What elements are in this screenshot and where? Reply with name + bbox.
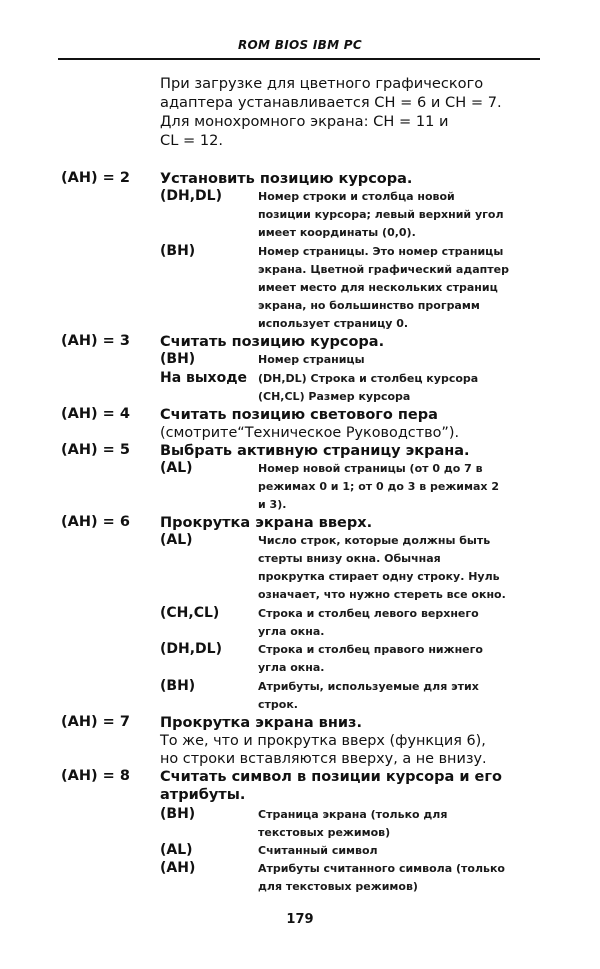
text-line: атрибуты. (160, 787, 246, 803)
text-line: Номер строки и столбца новой (258, 190, 455, 203)
function-code: (AH) = 7 (61, 714, 130, 730)
text-line: Номер страницы (258, 353, 365, 366)
text-line: экрана, но большинство программ (258, 299, 480, 312)
text-line: адаптера устанавливается CH = 6 и CH = 7. (160, 94, 502, 111)
register-description (258, 678, 479, 714)
function-title: Выбрать активную страницу экрана. (160, 443, 470, 459)
function-code: (AH) = 5 (61, 442, 130, 458)
function-code: (AH) = 8 (61, 768, 130, 784)
text-line: При загрузке для цветного графического (160, 75, 484, 92)
text-line: стерты внизу окна. Обычная (258, 552, 441, 565)
register-label: (DH,DL) (160, 641, 222, 657)
function-title: Считать позицию курсора. (160, 334, 385, 350)
text-line: текстовых режимов) (258, 826, 391, 839)
function-code: (AH) = 6 (61, 514, 130, 530)
page-number: 179 (286, 912, 314, 927)
register-label: (CH,CL) (160, 605, 220, 621)
function-title: Прокрутка экрана вниз. (160, 715, 362, 731)
text-line: (CH,CL) Размер курсора (258, 390, 411, 403)
text-line: позиции курсора; левый верхний угол (258, 208, 504, 221)
function-code: (AH) = 4 (61, 406, 130, 422)
register-description (258, 188, 504, 242)
output-label: На выходе (160, 370, 248, 386)
text-line: имеет координаты (0,0). (258, 226, 416, 239)
text-line: строк. (258, 698, 298, 711)
register-label: (AH) (160, 860, 196, 876)
text-line: прокрутка стирает одну строку. Нуль (258, 570, 500, 583)
text-line: Считать символ в позиции курсора и его (160, 769, 502, 785)
text-line: угла окна. (258, 625, 325, 638)
register-description (258, 806, 447, 842)
text-line: и 3). (258, 498, 287, 511)
register-description (258, 532, 506, 604)
text-line: Номер новой страницы (от 0 до 7 в (258, 462, 483, 475)
register-label: (AL) (160, 532, 193, 548)
text-line: Номер страницы. Это номер страницы (258, 245, 504, 258)
text-line: Считанный символ (258, 844, 378, 857)
text-line: Атрибуты считанного символа (только (258, 862, 505, 875)
function-note: (смотрите“Техническое Руководство”). (160, 425, 460, 441)
register-label: (DH,DL) (160, 188, 222, 204)
text-line: То же, что и прокрутка вверх (функция 6), (160, 733, 486, 749)
register-description (258, 460, 499, 514)
text-line: режимах 0 и 1; от 0 до 3 в режимах 2 (258, 480, 500, 493)
text-line: Страница экрана (только для (258, 808, 448, 821)
function-code: (AH) = 3 (61, 333, 130, 349)
text-line: означает, что нужно стереть все окно. (258, 588, 506, 601)
text-line: использует страницу 0. (258, 317, 409, 330)
function-title (160, 768, 502, 804)
register-description (258, 243, 509, 333)
register-label: (BH) (160, 351, 196, 367)
text-line: Строка и столбец левого верхнего (258, 607, 479, 620)
function-title: Установить позицию курсора. (160, 171, 413, 187)
text-line: для текстовых режимов) (258, 880, 418, 893)
register-description (258, 370, 478, 406)
text-line: (DH,DL) Строка и столбец курсора (258, 372, 479, 385)
text-line: угла окна. (258, 661, 325, 674)
register-label: (AL) (160, 460, 193, 476)
register-label: (BH) (160, 243, 196, 259)
text-line: Для монохромного экрана: CH = 11 и (160, 113, 449, 130)
register-description (258, 605, 479, 641)
register-label: (AL) (160, 842, 193, 858)
register-label: (BH) (160, 806, 196, 822)
running-header: ROM BIOS IBM PC (237, 38, 363, 52)
function-code: (AH) = 2 (61, 170, 130, 186)
function-note (160, 732, 487, 768)
text-line: но строки вставляются вверху, а не внизу. (160, 751, 487, 767)
text-line: экрана. Цветной графический адаптер (258, 263, 509, 276)
text-line: Строка и столбец правого нижнего (258, 643, 483, 656)
text-line: CL = 12. (160, 132, 224, 149)
function-title: Прокрутка экрана вверх. (160, 515, 373, 531)
header-rule (58, 58, 540, 60)
register-description (258, 842, 378, 860)
text-line: имеет место для нескольких страниц (258, 281, 498, 294)
intro-paragraph (160, 74, 540, 150)
function-title: Считать позицию светового пера (160, 407, 438, 423)
register-description (258, 641, 483, 677)
text-line: Атрибуты, используемые для этих (258, 680, 479, 693)
register-description (258, 860, 505, 896)
register-label: (BH) (160, 678, 196, 694)
register-description (258, 351, 365, 369)
text-line: Число строк, которые должны быть (258, 534, 491, 547)
